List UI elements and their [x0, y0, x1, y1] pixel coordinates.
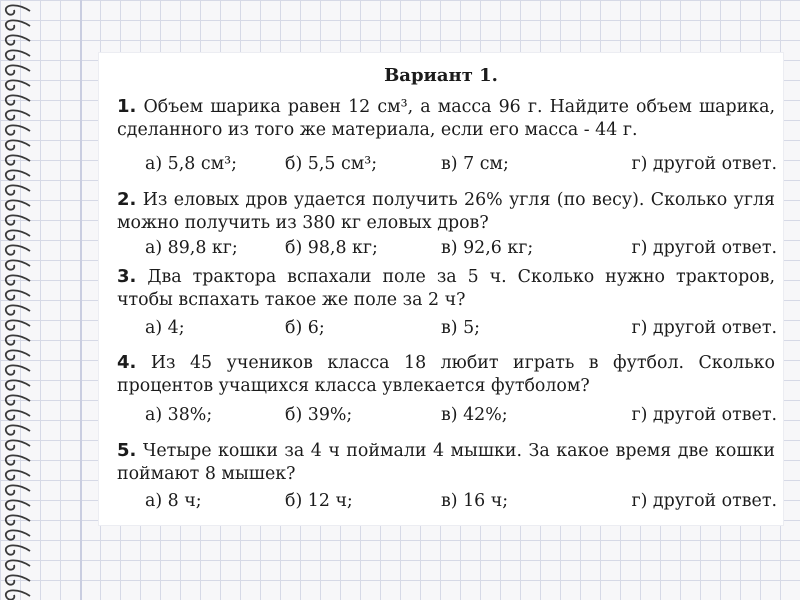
- option-d: г) другой ответ.: [631, 318, 777, 338]
- notebook-spiral: [0, 0, 34, 600]
- problem-1: [117, 95, 775, 142]
- spiral-ring: [6, 500, 30, 509]
- spiral-ring: [6, 125, 30, 134]
- spiral-ring: [6, 20, 30, 29]
- problem-text: Из еловых дров удается получить 26% угля (по весу). Сколько угля можно получить из 380 кг еловых дров?: [117, 190, 775, 233]
- problem-3: [117, 265, 775, 312]
- problem-4-options: [145, 405, 777, 429]
- option-d: г) другой ответ.: [631, 154, 777, 174]
- spiral-ring: [6, 65, 30, 74]
- spiral-ring: [6, 290, 30, 299]
- page-title: Вариант 1.: [384, 65, 498, 86]
- spiral-ring: [6, 215, 30, 224]
- spiral-ring: [6, 410, 30, 419]
- problem-5-options: [145, 491, 777, 515]
- problem-5: [117, 439, 775, 486]
- spiral-ring: [6, 50, 30, 59]
- option-d: г) другой ответ.: [631, 491, 777, 511]
- problem-2: [117, 188, 775, 235]
- spiral-ring: [6, 185, 30, 194]
- option-c: в) 92,6 кг;: [441, 238, 534, 258]
- option-c: в) 16 ч;: [441, 491, 509, 511]
- option-c: в) 5;: [441, 318, 481, 338]
- option-a: а) 8 ч;: [145, 491, 202, 511]
- spiral-ring: [6, 380, 30, 389]
- option-c: в) 7 см;: [441, 154, 509, 174]
- spiral-ring: [6, 35, 30, 44]
- spiral-ring: [6, 560, 30, 569]
- spiral-ring: [6, 200, 30, 209]
- spiral-ring: [6, 275, 30, 284]
- option-b: б) 12 ч;: [285, 491, 353, 511]
- spiral-ring: [6, 395, 30, 404]
- problem-text: Объем шарика равен 12 см³, а масса 96 г. Найдите объем шарика, сделанного из того же материала, если его масса - 44 г.: [117, 97, 775, 140]
- problem-1-options: [145, 154, 777, 178]
- spiral-ring: [6, 575, 30, 584]
- spiral-ring: [6, 110, 30, 119]
- spiral-ring: [6, 155, 30, 164]
- spiral-ring: [6, 230, 30, 239]
- spiral-ring: [6, 170, 30, 179]
- option-d: г) другой ответ.: [631, 238, 777, 258]
- notebook-margin-line: [80, 0, 82, 600]
- spiral-ring: [6, 95, 30, 104]
- spiral-ring: [6, 5, 30, 14]
- spiral-ring: [6, 485, 30, 494]
- spiral-ring: [6, 515, 30, 524]
- spiral-ring: [6, 545, 30, 554]
- option-a: а) 5,8 см³;: [145, 154, 237, 174]
- spiral-ring: [6, 350, 30, 359]
- problem-number: 2.: [117, 189, 137, 210]
- spiral-ring: [6, 245, 30, 254]
- spiral-ring: [6, 590, 30, 599]
- spiral-ring: [6, 455, 30, 464]
- problem-number: 5.: [117, 440, 137, 461]
- problem-number: 4.: [117, 352, 137, 373]
- option-a: а) 89,8 кг;: [145, 238, 238, 258]
- option-b: б) 98,8 кг;: [285, 238, 378, 258]
- problem-number: 3.: [117, 266, 137, 287]
- option-b: б) 5,5 см³;: [285, 154, 378, 174]
- spiral-ring: [6, 335, 30, 344]
- problem-number: 1.: [117, 96, 137, 117]
- spiral-ring: [6, 260, 30, 269]
- problem-3-options: [145, 318, 777, 342]
- spiral-ring: [6, 440, 30, 449]
- option-b: б) 6;: [285, 318, 325, 338]
- problem-4: [117, 351, 775, 398]
- spiral-ring: [6, 80, 30, 89]
- spiral-ring: [6, 365, 30, 374]
- option-a: а) 4;: [145, 318, 185, 338]
- option-a: а) 38%;: [145, 405, 213, 425]
- worksheet: [98, 52, 784, 526]
- spiral-ring: [6, 320, 30, 329]
- problem-text: Два трактора вспахали поле за 5 ч. Сколько нужно тракторов, чтобы вспахать такое же поле за 2 ч?: [117, 267, 776, 310]
- problem-2-options: [145, 238, 777, 262]
- problem-text: Четыре кошки за 4 ч поймали 4 мышки. За какое время две кошки поймают 8 мышек?: [117, 441, 776, 484]
- option-b: б) 39%;: [285, 405, 353, 425]
- option-d: г) другой ответ.: [631, 405, 777, 425]
- spiral-ring: [6, 425, 30, 434]
- option-c: в) 42%;: [441, 405, 508, 425]
- spiral-ring: [6, 530, 30, 539]
- spiral-ring: [6, 305, 30, 314]
- spiral-ring: [6, 140, 30, 149]
- problem-text: Из 45 учеников класса 18 любит играть в футбол. Сколько процентов учащихся класса увлекается футболом?: [117, 353, 775, 396]
- spiral-ring: [6, 470, 30, 479]
